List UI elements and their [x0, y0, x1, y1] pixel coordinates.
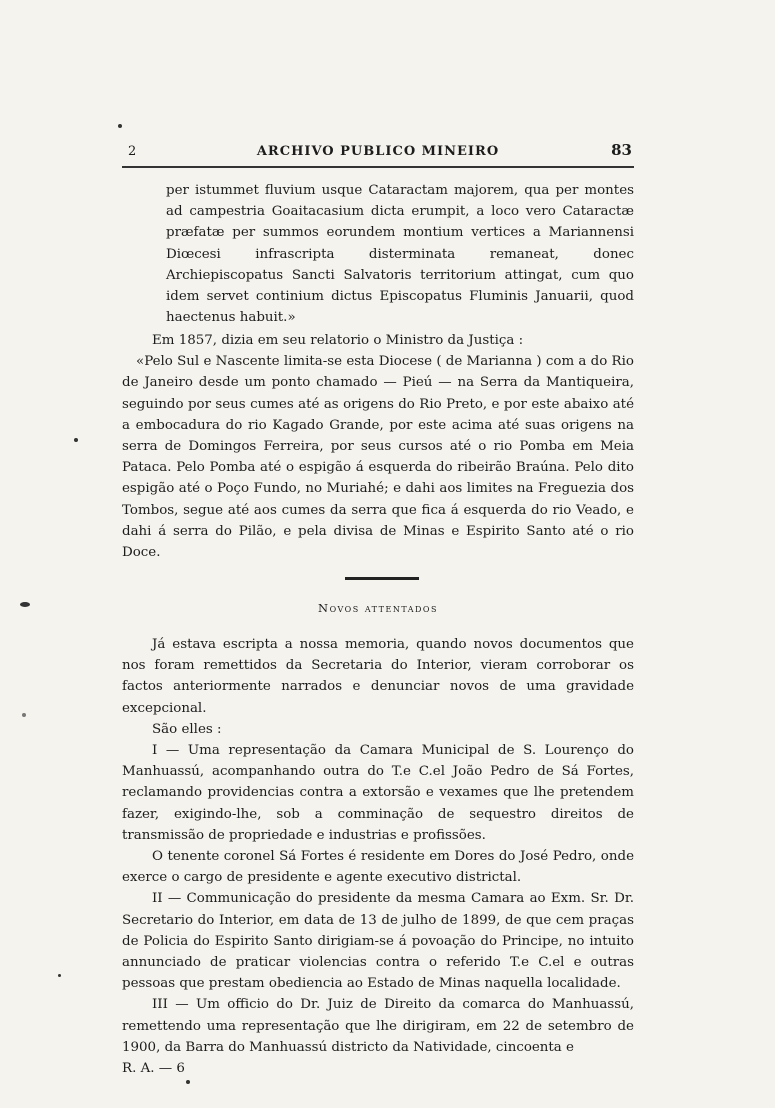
paragraph: I — Uma representação da Camara Municipal de S. Lourenço do Manhuassú, acompanhando outra do T.e C.el João Pedro de Sá Fortes, reclamando providencias contra a extorsão e vexames que lhe pretendem fazer, exigindo-lhe, sob a comminação de sequestro direitos de transmissão de propriedade e industrias e profissões.	[122, 743, 634, 843]
header-title: ARCHIVO PUBLICO MINEIRO	[256, 144, 500, 159]
section-divider	[345, 577, 419, 580]
paragraph: São elles :	[152, 721, 222, 737]
paragraph: Já estava escripta a nossa memoria, quando novos documentos que nos foram remettidos da Secretaria do Interior, vieram corroborar os factos anteriormente narrados e denunciar novos de uma gravidade excepcional.	[122, 637, 634, 716]
paragraph: Em 1857, dizia em seu relatorio o Ministro da Justiça :	[152, 333, 524, 348]
latin-quote-text: per istummet fluvium usque Cataractam majorem, qua per montes ad campestria Goaitacasium dicta erumpit, a loco vero Cataractæ præfatæ per summos eorundem montium vertices a Mariannensi Diœcesi infrascripta disterminata remaneat, donec Archiepiscopatus Sancti Salvatoris territorium attingat, cum quo idem servet continium dictus Episcopatus Fluminis Januarii, quod haectenus habuit.»	[166, 183, 634, 326]
body-bottom	[122, 634, 634, 1079]
latin-quote	[122, 180, 634, 328]
paragraph: II — Communicação do presidente da mesma Camara ao Exm. Sr. Dr. Secretario do Interior, em data de 13 de julho de 1899, de que cem praças de Policia do Espirito Santo dirigiam-se á povoação do Principe, no intuito annunciado de praticar violencias contra o referido T.e C.el e outras pessoas que prestam obediencia ao Estado de Minas naquella localidade.	[122, 891, 634, 992]
header-mark: 2	[128, 144, 137, 159]
body-top	[122, 330, 634, 563]
section-title: Novos attentados	[318, 601, 438, 615]
paragraph: III — Um officio do Dr. Juiz de Direito da comarca do Manhuassú, remettendo uma representação que lhe dirigiram, em 22 de setembro de 1900, da Barra do Manhuassú districto da Natividade, cincoenta e	[122, 997, 634, 1055]
paragraph: «Pelo Sul e Nascente limita-se esta Diocese ( de Marianna ) com a do Rio de Janeiro desde um ponto chamado — Pieú — na Serra da Mantiqueira, seguindo por seus cumes até as origens do Rio Preto, e por este abaixo até a embocadura do rio Kagado Grande, por este acima até suas origens na serra de Domingos Ferreira, por seus cursos até o rio Pomba em Meia Pataca. Pelo Pomba até o espigão á esquerda do ribeirão Braúna. Pelo dito espigão até o Poço Fundo, no Muriahé; e dahi aos limites na Freguezia dos Tombos, segue até aos cumes da serra que fica á esquerda do rio Veado, e dahi á serra do Pilão, e pela divisa de Minas e Espirito Santo até o rio Doce.	[122, 354, 634, 561]
page-number: 83	[611, 141, 632, 159]
ink-speck	[74, 438, 78, 442]
ink-speck	[22, 713, 26, 717]
ink-speck	[118, 124, 122, 128]
paragraph: O tenente coronel Sá Fortes é residente em Dores do José Pedro, onde exerce o cargo de presidente e agente executivo districtal.	[122, 849, 634, 886]
ink-speck	[20, 602, 30, 607]
ink-speck	[186, 1080, 190, 1084]
ink-speck	[58, 974, 61, 977]
running-header	[122, 140, 634, 168]
footer-signature: R. A. — 6	[122, 1061, 185, 1077]
